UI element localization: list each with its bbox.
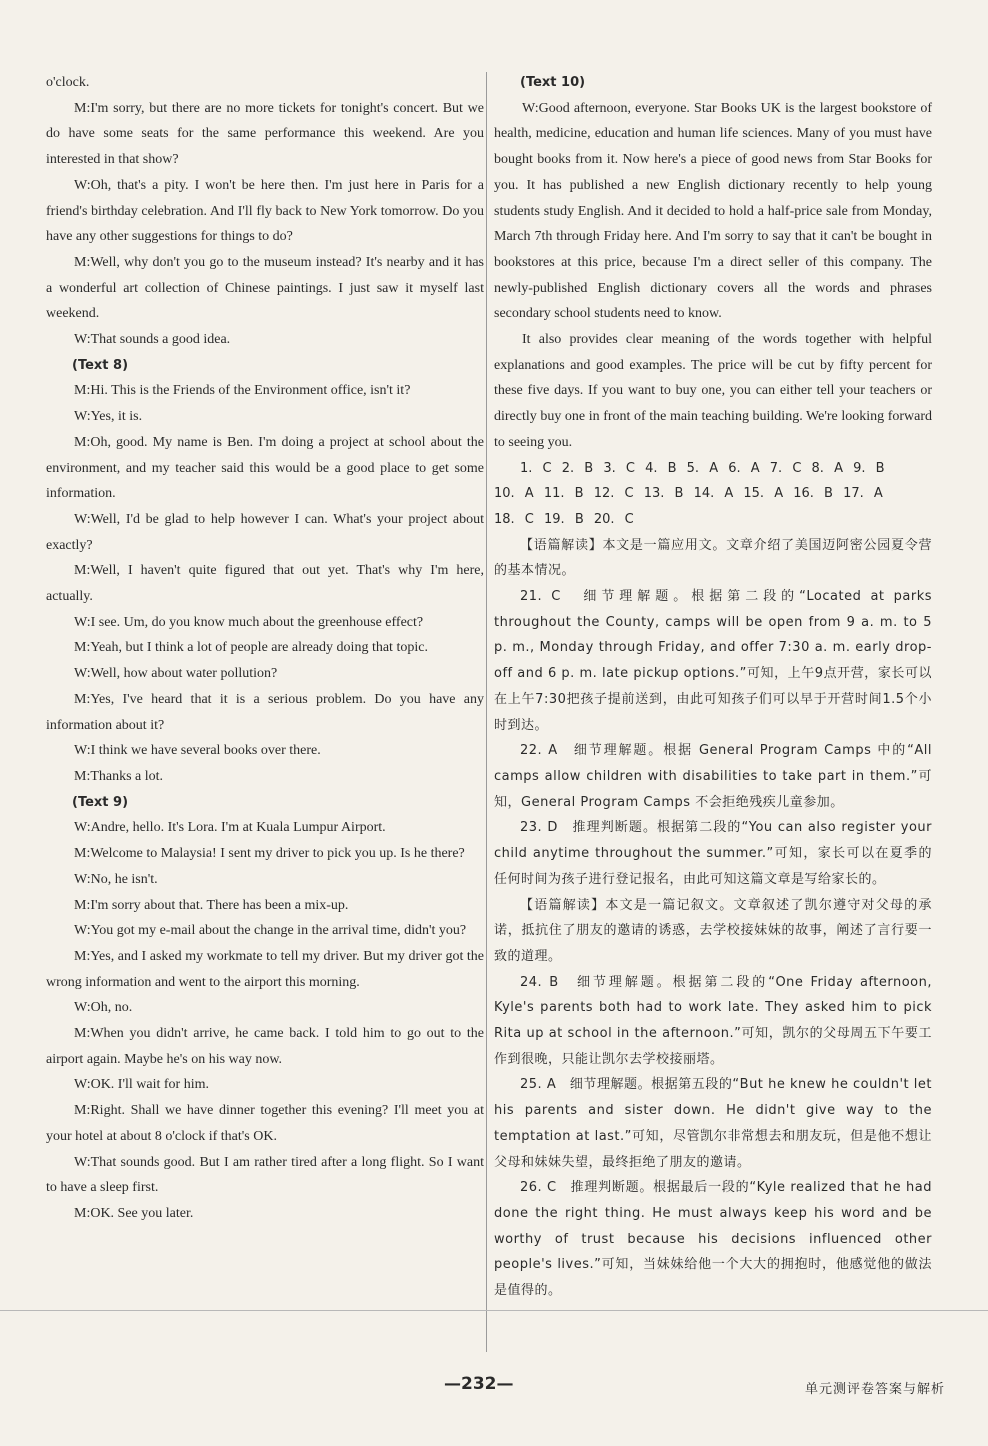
section-heading: (Text 8) [72, 357, 129, 373]
paragraph: W:No, he isn't. [74, 871, 158, 887]
paragraph: W:Good afternoon, everyone. Star Books UK is the largest bookstore of health, medicine, education and human life sciences. Many of you must have bought books from it. Now here's a piece of good news from Star Books for you. It has published a new English dictionary recently to help young students study English. And it decided to hold a half-price sale from Monday, March 7th through Friday here. And I'm sorry to say that it can't be bought in bookstores at this price, because I'm a direct seller of this company. The newly-published English dictionary covers all the words and phrases secondary school students need to know. [494, 100, 932, 322]
paragraph: 23. D 推理判断题。根据第二段的“You can also register your child anytime throughout the summer.”可知，家长可以在夏季的任何时间为孩子进行登记报名，由此可知这篇文章是写给家长的。 [494, 820, 932, 887]
paragraph: M:When you didn't arrive, he came back. I told him to go out to the airport again. Maybe he's on his way now. [46, 1026, 484, 1067]
footer-rule [0, 1310, 988, 1311]
paragraph: o'clock. [46, 75, 90, 90]
paragraph: W:OK. I'll wait for him. [74, 1077, 209, 1093]
paragraph: M:Well, I haven't quite figured that out yet. That's why I'm here, actually. [46, 563, 484, 605]
footer-book-title: 单元测评卷答案与解析 [805, 1382, 946, 1397]
paragraph: W:Andre, hello. It's Lora. I'm at Kuala Lumpur Airport. [74, 820, 386, 836]
section-heading: (Text 10) [520, 75, 586, 90]
paragraph: 22. A 细节理解题。根据 General Program Camps 中的“All camps allow children with disabilities to take part in them.”可知，General Program Camps 不会拒绝残疾儿童参加。 [494, 743, 932, 810]
paragraph: 【语篇解读】本文是一篇记叙文。文章叙述了凯尔遵守对父母的承诺，抵抗住了朋友的邀请的诱惑，去学校接妹妹的故事，阐述了言行要一致的道理。 [494, 897, 932, 964]
paragraph: 26. C 推理判断题。根据最后一段的“Kyle realized that he had done the right thing. He must always keep his word and be worthy of trust because his decisions influenced other people's lives.”可知，当妹妹给他一个大大的拥抱时，他感觉他的做法是值得的。 [494, 1180, 932, 1299]
paragraph: W:That sounds good. But I am rather tired after a long flight. So I want to have a sleep first. [46, 1154, 484, 1196]
paragraph: W:Well, how about water pollution? [74, 666, 278, 682]
paragraph: M:I'm sorry about that. There has been a mix-up. [74, 897, 349, 913]
paragraph: M:Right. Shall we have dinner together this evening? I'll meet you at your hotel at about 8 o'clock if that's OK. [46, 1103, 484, 1144]
paragraph: M:Thanks a lot. [74, 768, 164, 784]
paragraph: W:That sounds a good idea. [74, 332, 231, 348]
paragraph: M:I'm sorry, but there are no more tickets for tonight's concert. But we do have some seats for the same performance this weekend. Are you interested in that show? [46, 100, 484, 168]
paragraph: M:Hi. This is the Friends of the Environment office, isn't it? [74, 383, 411, 399]
paragraph: W:You got my e-mail about the change in the arrival time, didn't you? [74, 923, 467, 939]
right-column [494, 70, 932, 1304]
left-column [46, 70, 484, 1227]
paragraph: M:Yes, and I asked my workmate to tell my driver. But my driver got the wrong information and went to the airport this morning. [46, 948, 484, 990]
page-number: —232— [444, 1374, 514, 1394]
paragraph: M:Welcome to Malaysia! I sent my driver to pick you up. Is he there? [74, 846, 465, 862]
paragraph: W:Oh, that's a pity. I won't be here then. I'm just here in Paris for a friend's birthday celebration. And I'll fly back to New York tomorrow. Do you have any other suggestions for things to do? [46, 177, 484, 245]
paragraph: W:Well, I'd be glad to help however I can. What's your project about exactly? [46, 511, 484, 553]
paragraph: 25. A 细节理解题。根据第五段的“But he knew he couldn't let his parents and sister down. He didn't give way to the temptation at last.”可知，尽管凯尔非常想去和朋友玩，但是他不想让父母和妹妹失望，最终拒绝了朋友的邀请。 [494, 1077, 932, 1170]
paragraph: W:Oh, no. [74, 1000, 133, 1016]
paragraph: It also provides clear meaning of the words together with helpful explanations and good examples. The price will be cut by fifty percent for these five days. If you want to buy one, you can either tell your teachers or directly buy one in front of the main teaching building. We're looking forward to seeing you. [494, 332, 932, 450]
section-heading: (Text 9) [72, 794, 129, 810]
paragraph: W:I see. Um, do you know much about the greenhouse effect? [74, 614, 424, 630]
paragraph: 24. B 细节理解题。根据第二段的“One Friday afternoon, Kyle's parents both had to work late. They asked him to pick Rita up at school in the afternoon.”可知，凯尔的父母周五下午要工作到很晚，只能让凯尔去学校接丽塔。 [494, 974, 932, 1067]
paragraph: M:OK. See you later. [74, 1205, 194, 1221]
paragraph: W:I think we have several books over there. [74, 743, 321, 759]
answer-key-line: 10. A 11. B 12. C 13. B 14. A 15. A 16. B 17. A [494, 486, 883, 502]
paragraph: M:Oh, good. My name is Ben. I'm doing a project at school about the environment, and my teacher said this would be a good place to get some information. [46, 434, 484, 502]
answer-key-line: 18. C 19. B 20. C [494, 511, 634, 527]
paragraph: W:Yes, it is. [74, 409, 143, 425]
paragraph: M:Yes, I've heard that it is a serious problem. Do you have any information about it? [46, 691, 484, 733]
paragraph: 21. C 细节理解题。根据第二段的“Located at parks throughout the County, camps will be open from 9 a. m. to 5 p. m., Monday through Friday, and offer 7:30 a. m. early drop-off and 6 p. m. late pickup options.”可知，上午9点开营，家长可以在上午7:30把孩子提前送到，由此可知孩子们可以早于开营时间1.5个小时到达。 [494, 589, 932, 733]
column-divider [486, 72, 487, 1352]
paragraph: M:Yeah, but I think a lot of people are already doing that topic. [74, 640, 428, 656]
paragraph: 【语篇解读】本文是一篇应用文。文章介绍了美国迈阿密公园夏令营的基本情况。 [494, 537, 932, 579]
answer-key-line: 1. C 2. B 3. C 4. B 5. A 6. A 7. C 8. A 9. B [520, 460, 885, 476]
paragraph: M:Well, why don't you go to the museum instead? It's nearby and it has a wonderful art collection of Chinese paintings. I just saw it myself last weekend. [46, 254, 484, 322]
